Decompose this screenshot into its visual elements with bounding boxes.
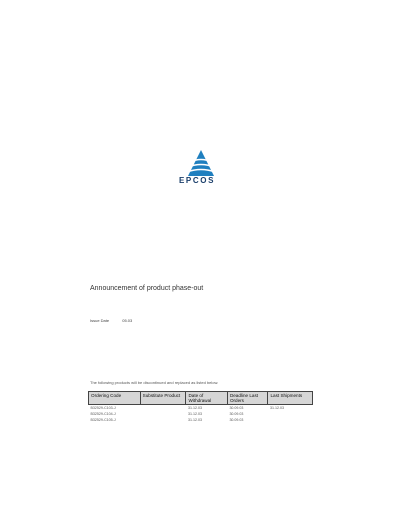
cell-deadline-last-orders: 30.09.03 — [229, 405, 244, 410]
cell-deadline-last-orders: 30.09.03 — [229, 411, 244, 416]
cell-substitute-product — [140, 417, 186, 423]
triangle-logo-icon — [178, 148, 224, 178]
cell-last-shipments: 31.12.03 — [269, 405, 284, 410]
table-header-row — [89, 392, 313, 405]
issue-date-value: 05.03 — [122, 318, 133, 323]
header-last-shipments: Last Shipments — [268, 392, 313, 405]
cell-date-of-withdrawal: 31.12.03 — [187, 411, 202, 416]
cell-deadline-last-orders: 30.09.03 — [229, 417, 244, 422]
cell-ordering-code: B32529-C103-J — [90, 405, 116, 410]
cell-date-of-withdrawal: 31.12.03 — [187, 405, 202, 410]
header-deadline-last-orders: Deadline Last Orders — [227, 392, 268, 405]
issue-date-label: Issue Date — [90, 318, 110, 323]
logo-wordmark: EPCOS — [179, 176, 216, 185]
discontinued-products-table — [88, 391, 313, 423]
intro-note: The following products will be discontinued and replaced as listed below. — [90, 380, 219, 385]
table-row — [89, 417, 313, 423]
cell-date-of-withdrawal: 31.12.03 — [187, 417, 202, 422]
cell-ordering-code: B32529-C105-J — [90, 417, 116, 422]
cell-last-shipments — [268, 417, 313, 423]
header-date-of-withdrawal: Date of Withdrawal — [186, 392, 227, 405]
cell-ordering-code: B32529-C104-J — [90, 411, 116, 416]
header-substitute-product: Substitute Product — [140, 392, 186, 405]
issue-date-line — [90, 318, 144, 323]
header-ordering-code: Ordering Code — [89, 392, 141, 405]
document-title: Announcement of product phase-out — [90, 285, 204, 292]
